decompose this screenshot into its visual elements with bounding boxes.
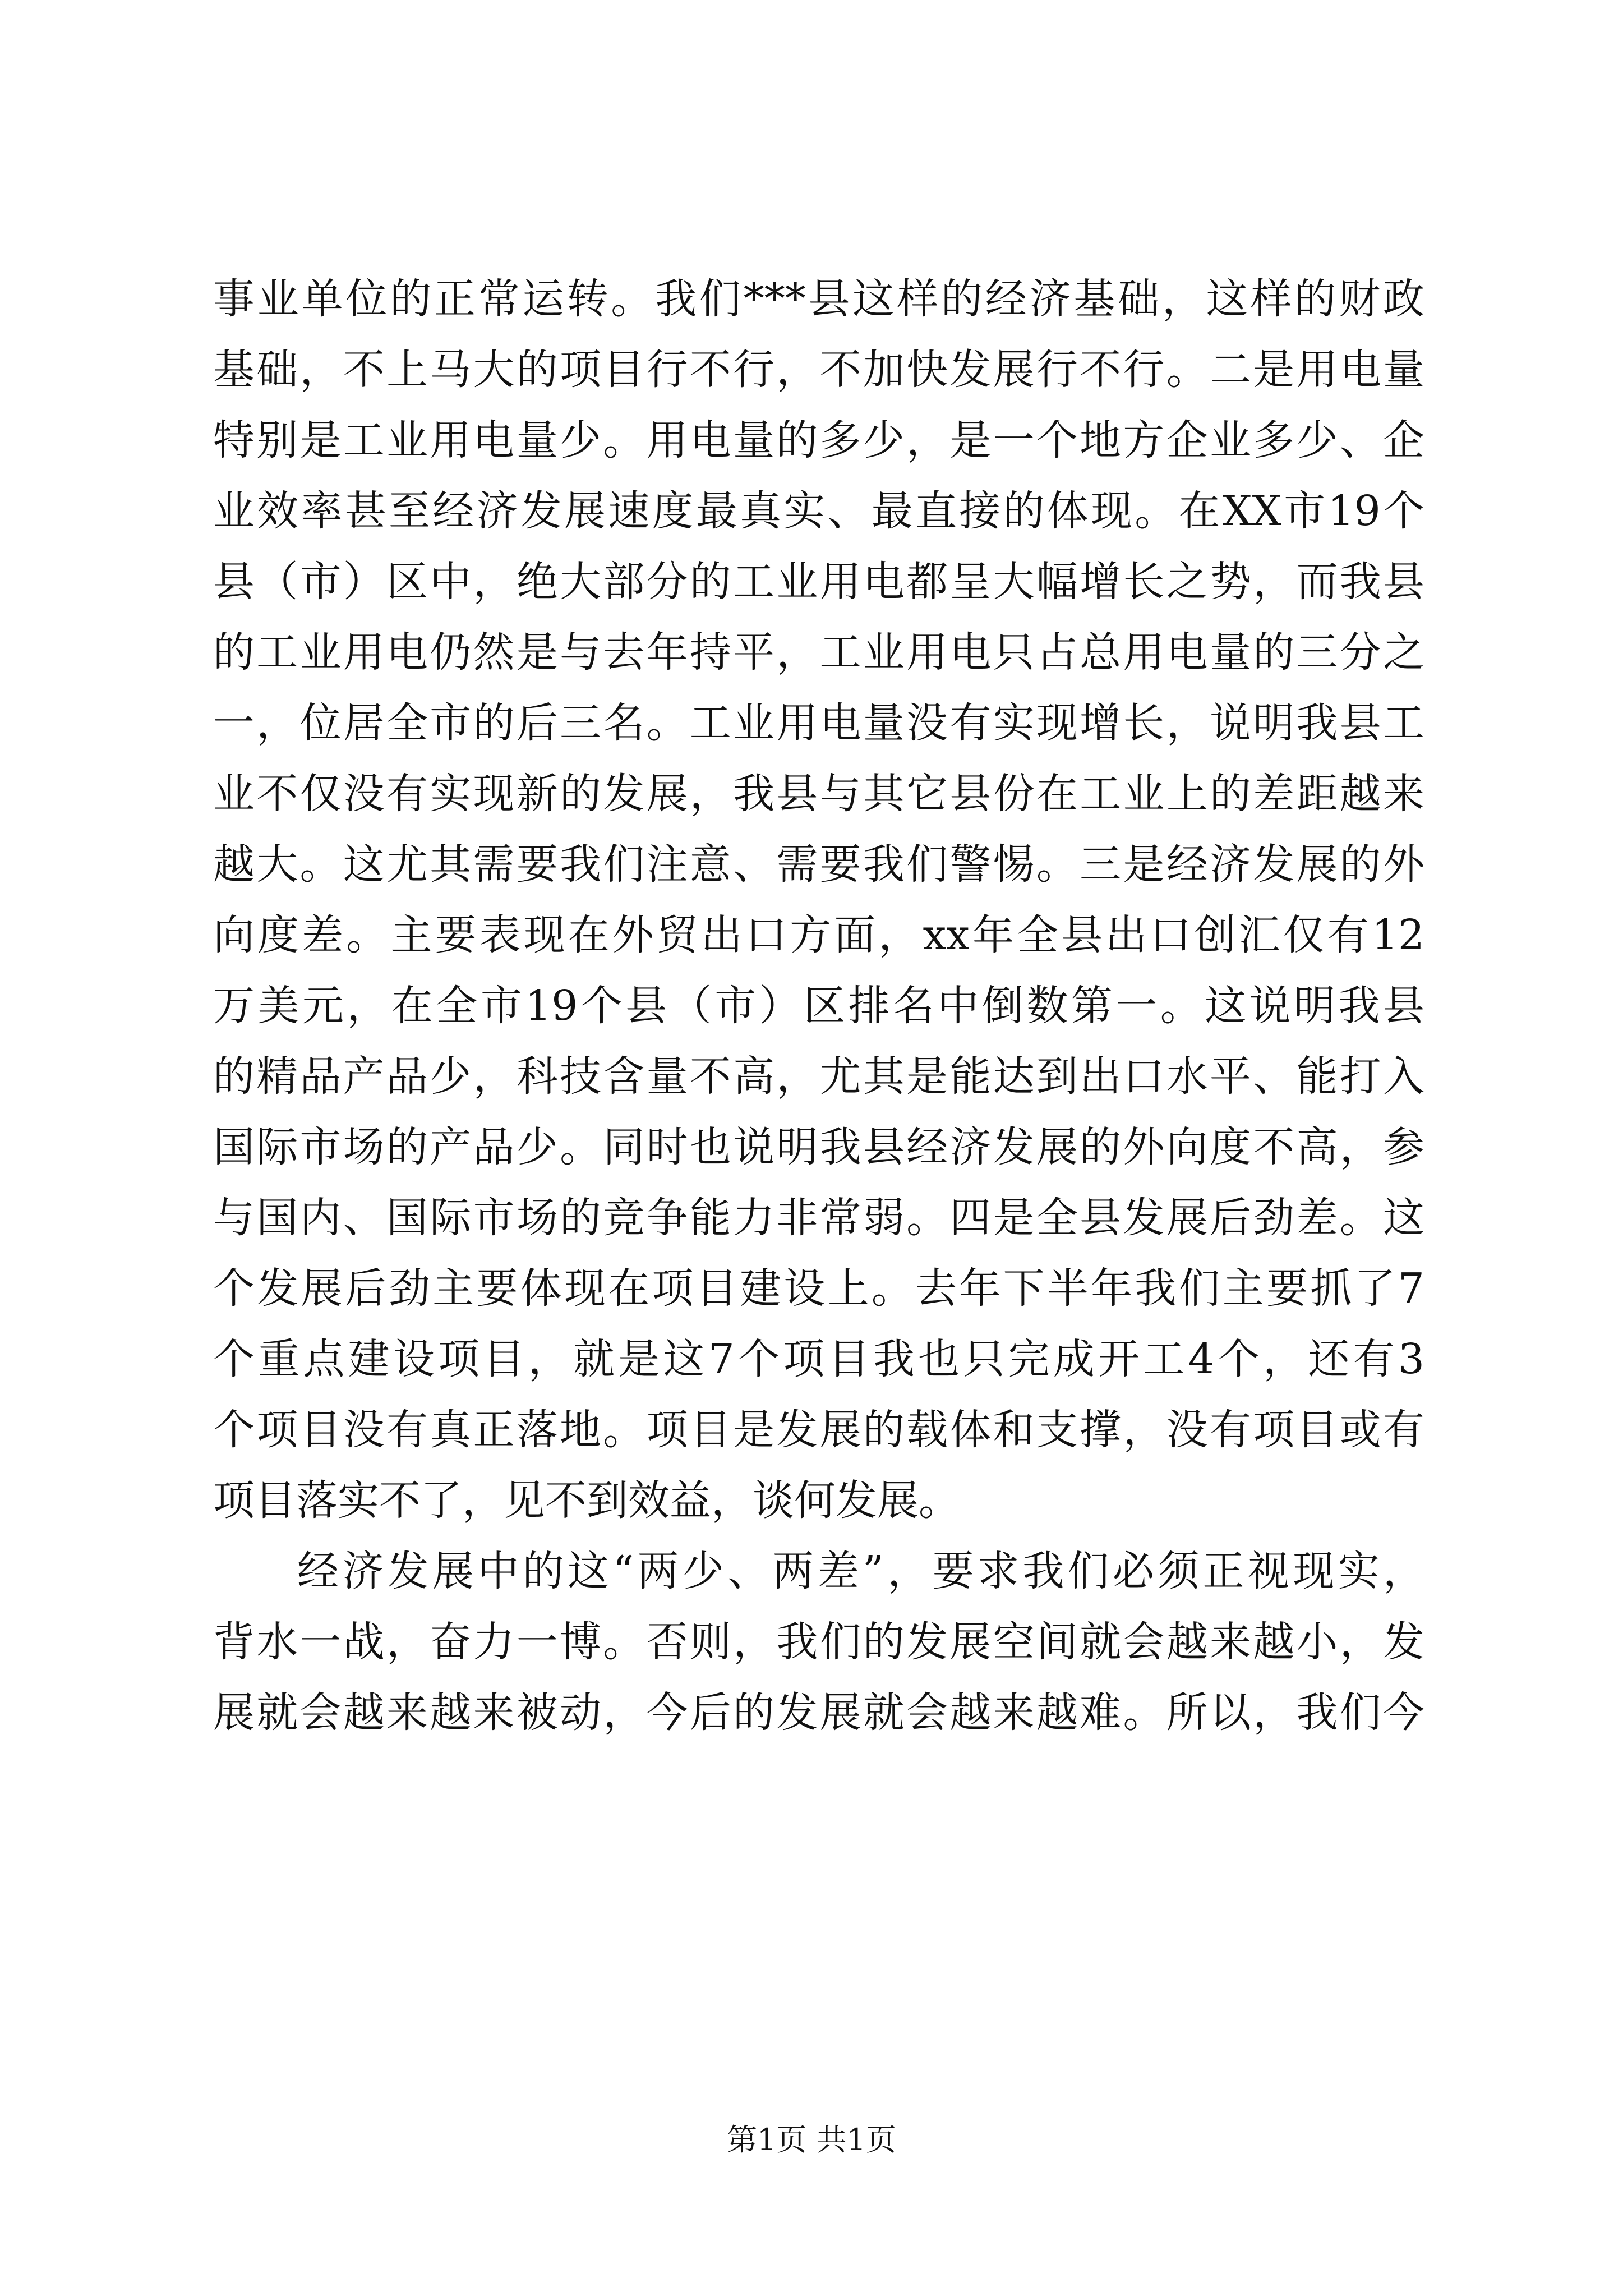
text-line: 背水一战，奋力一博。否则，我们的发展空间就会越来越小，发 [213,1618,1424,1666]
body-text [213,264,1424,1748]
text-line: 经济发展中的这“两少、两差”，要求我们必须正视现实， [297,1547,1424,1595]
text-line: 向度差。主要表现在外贸出口方面，xx年全县出口创汇仅有12 [213,911,1424,959]
text-line: 个项目没有真正落地。项目是发展的载体和支撑，没有项目或有 [213,1406,1424,1454]
text-line: 县（市）区中，绝大部分的工业用电都呈大幅增长之势，而我县 [213,558,1424,606]
text-line: 越大。这尤其需要我们注意、需要我们警惕。三是经济发展的外 [213,840,1424,889]
text-line: 国际市场的产品少。同时也说明我县经济发展的外向度不高，参 [213,1123,1424,1171]
text-line: 业效率甚至经济发展速度最真实、最直接的体现。在XX市19个 [213,487,1424,535]
page-footer: 第1页 共1页 [727,2122,896,2157]
text-line: 项目落实不了，见不到效益，谈何发展。 [213,1476,960,1525]
text-line: 展就会越来越来被动，今后的发展就会越来越难。所以，我们今 [213,1688,1424,1737]
text-line: 业不仅没有实现新的发展，我县与其它县份在工业上的差距越来 [213,770,1424,818]
text-line: 个发展后劲主要体现在项目建设上。去年下半年我们主要抓了7 [213,1264,1424,1313]
text-line: 的工业用电仍然是与去年持平，工业用电只占总用电量的三分之 [213,628,1424,677]
text-line: 万美元，在全市19个县（市）区排名中倒数第一。这说明我县 [213,982,1424,1030]
text-line: 事业单位的正常运转。我们***县这样的经济基础，这样的财政 [213,275,1424,323]
text-line: 个重点建设项目，就是这7个项目我也只完成开工4个，还有3 [213,1335,1424,1383]
text-line: 一，位居全市的后三名。工业用电量没有实现增长，说明我县工 [213,699,1424,747]
paragraph-1 [213,264,1424,1536]
text-line: 与国内、国际市场的竞争能力非常弱。四是全县发展后劲差。这 [213,1194,1424,1242]
text-line: 的精品产品少，科技含量不高，尤其是能达到出口水平、能打入 [213,1052,1424,1101]
paragraph-2 [213,1536,1424,1748]
text-line: 基础，不上马大的项目行不行，不加快发展行不行。二是用电量 [213,346,1424,394]
text-line: 特别是工业用电量少。用电量的多少，是一个地方企业多少、企 [213,416,1424,464]
